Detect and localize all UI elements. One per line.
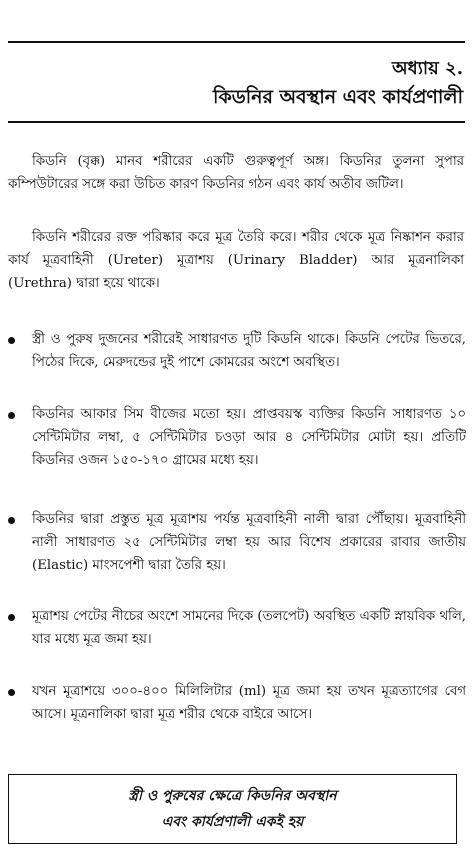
- bullet-icon: [8, 412, 15, 419]
- bullet-text: যখন মূত্রাশয়ে ৩০০-৪০০ মিলিলিটার (ml) মূত্র জমা হয় তখন মূত্রত্যাগের বেগ আসে। মূত্রনালিকা দ্বারা মূত্র শরীর থেকে বাইরে আসে।: [32, 684, 466, 722]
- note-line: স্ত্রী ও পুরুষের ক্ষেত্রে কিডনির অবস্থান: [128, 788, 337, 804]
- intro-paragraph: [8, 150, 464, 196]
- process-paragraph: [8, 226, 464, 295]
- bullet-icon: [8, 517, 15, 524]
- bullet-icon: [8, 614, 15, 621]
- bullet-icon: [8, 689, 15, 696]
- bullet-text: কিডনির আকার সিম বীজের মতো হয়। প্রাপ্তবয়স্ক ব্যক্তির কিডনি সাধারণত ১০ সেন্টিমিটার লম্বা, ৫ সেন্টিমিটার চওড়া আর ৪ সেন্টিমিটার মোটা হয়। প্রতিটি কিডনির ওজন ১৫০-১৭০ গ্রামের মধ্যে হয়।: [32, 407, 466, 468]
- chapter-title: কিডনির অবস্থান এবং কার্যপ্রণালী: [213, 86, 463, 108]
- bullet-item: [8, 605, 466, 651]
- note-line: এবং কার্যপ্রণালী একই হয়: [161, 814, 304, 830]
- summary-note-box: [8, 774, 457, 844]
- top-rule: [8, 41, 465, 43]
- bullet-item: [8, 680, 466, 726]
- bullet-icon: [8, 337, 15, 344]
- bullet-text: মূত্রাশয় পেটের নীচের অংশে সামনের দিকে (তলপেট) অবস্থিত একটি স্নায়বিক থলি, যার মধ্যে মূত্র জমা হয়।: [32, 609, 466, 647]
- title-rule: [8, 121, 465, 123]
- paragraph-text: কিডনি (বৃক্ক) মানব শরীরের একটি গুরুত্বপূর্ণ অঙ্গ। কিডনির তুলনা সুপার কম্পিউটারের সঙ্গে করা উচিত কারণ কিডনির গঠন এবং কার্য অতীব জটিল।: [8, 154, 464, 192]
- bullet-item: [8, 403, 466, 472]
- chapter-number: অধ্যায় ২.: [392, 58, 463, 79]
- bullet-item: [8, 328, 466, 374]
- bullet-text: স্ত্রী ও পুরুষ দুজনের শরীরেই সাধারণত দুটি কিডনি থাকে। কিডনি পেটের ভিতরে, পিঠের দিকে, মেরুদন্ডের দুই পাশে কোমরের অংশে অবস্থিত।: [32, 332, 466, 370]
- paragraph-text: কিডনি শরীরের রক্ত পরিষ্কার করে মূত্র তৈরি করে। শরীর থেকে মূত্র নিষ্কাশন করার কার্য মূত্রবাহিনী (Ureter) মূত্রাশয় (Urinary Bladder) আর মূত্রনালিকা (Urethra) দ্বারা হয়ে থাকে।: [8, 230, 464, 291]
- bullet-item: [8, 508, 466, 577]
- bullet-text: কিডনির দ্বারা প্রস্তুত মূত্র মূত্রাশয় পর্যন্ত মূত্রবাহিনী নালী দ্বারা পৌঁছায়। মূত্রবাহিনী নালী সাধারণত ২৫ সেন্টিমিটার লম্বা হয় আর বিশেষ প্রকারের রাবার জাতীয় (Elastic) মাংসপেশী দ্বারা তৈরি হয়।: [32, 512, 466, 573]
